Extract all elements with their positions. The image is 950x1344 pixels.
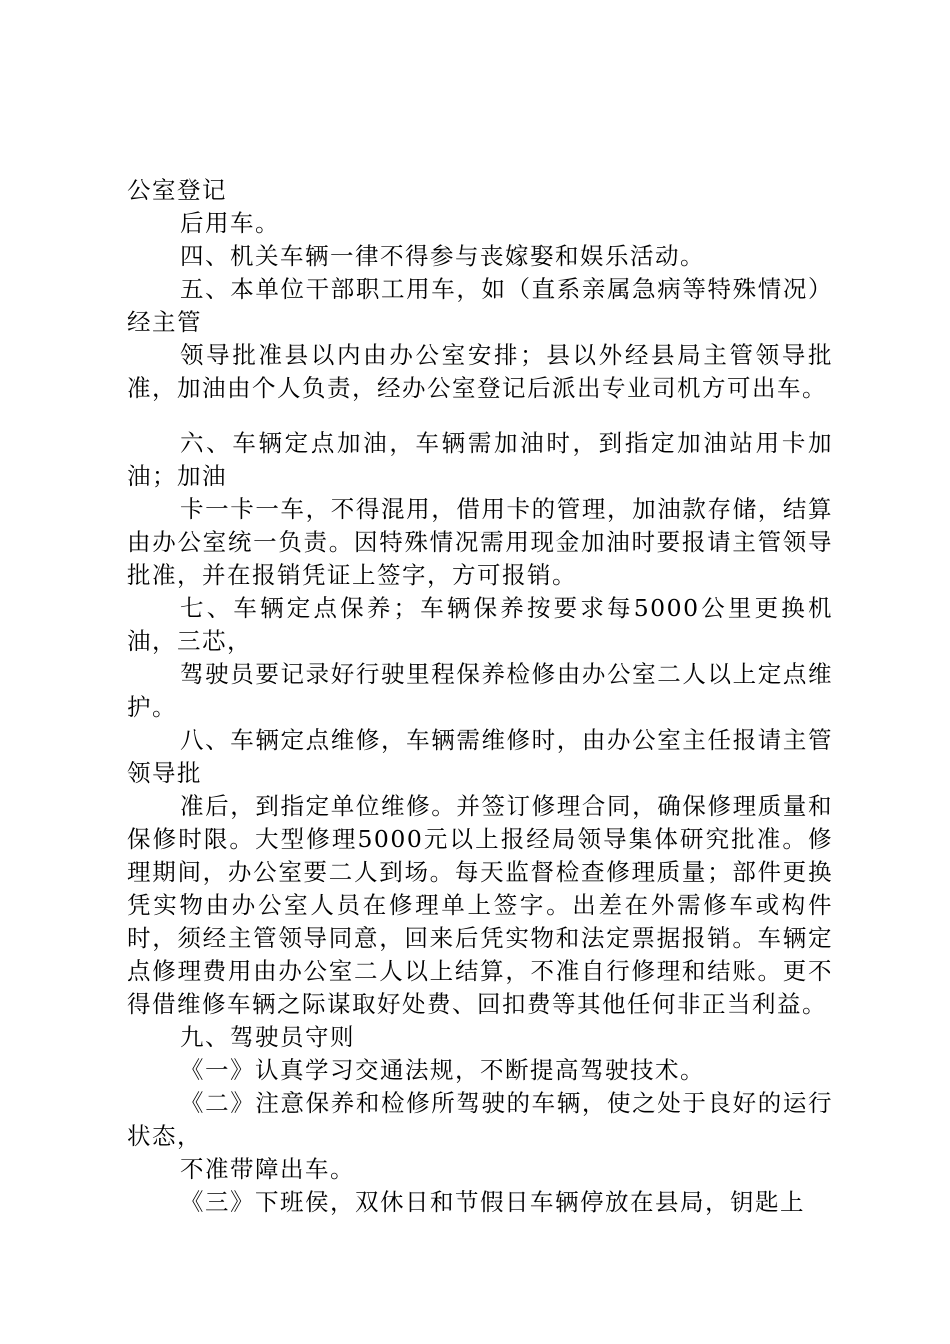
paragraph: 《一》认真学习交通法规，不断提高驾驶技术。: [180, 1056, 705, 1084]
paragraph: 四、机关车辆一律不得参与丧嫁娶和娱乐活动。: [180, 242, 705, 270]
paragraph: 领导批准县以内由办公室安排；县以外经县局主管领导批准，加油由个人负责，经办公室登记后派出专业司机方可出车。: [127, 341, 833, 402]
paragraph: 不准带障出车。: [180, 1155, 355, 1183]
paragraph: 八、车辆定点维修，车辆需维修时，由办公室主任报请主管领导批: [127, 726, 833, 787]
paragraph: 九、驾驶员守则: [180, 1023, 355, 1051]
paragraph: 后用车。: [180, 209, 280, 237]
paragraph-gap: [127, 405, 833, 427]
paragraph: 五、本单位干部职工用车，如（直系亲属急病等特殊情况）经主管: [127, 275, 833, 336]
paragraph: 卡一卡一车，不得混用，借用卡的管理，加油款存储，结算由办公室统一负责。因特殊情况需用现金加油时要报请主管领导批准，并在报销凭证上签字，方可报销。: [127, 495, 833, 589]
paragraph: 《三》下班侯，双休日和节假日车辆停放在县局，钥匙上: [180, 1188, 805, 1216]
paragraph: 公室登记: [127, 176, 227, 204]
paragraph: 七、车辆定点保养；车辆保养按要求每5000公里更换机油，三芯，: [127, 594, 833, 655]
paragraph: 六、车辆定点加油，车辆需加油时，到指定加油站用卡加油；加油: [127, 429, 833, 490]
paragraph: 准后，到指定单位维修。并签订修理合同，确保修理质量和保修时限。大型修理5000元以上报经局领导集体研究批准。修理期间，办公室要二人到场。每天监督检查修理质量；部件更换凭实物由办公室人员在修理单上签字。出差在外需修车或构件时，须经主管领导同意，回来后凭实物和法定票据报销。车辆定点修理费用由办公室二人以上结算，不准自行修理和结账。更不得借维修车辆之际谋取好处费、回扣费等其他任何非正当利益。: [127, 792, 833, 1018]
paragraph: 驾驶员要记录好行驶里程保养检修由办公室二人以上定点维护。: [127, 660, 833, 721]
document-body: [127, 174, 833, 1219]
paragraph: 《二》注意保养和检修所驾驶的车辆，使之处于良好的运行状态，: [127, 1089, 833, 1150]
